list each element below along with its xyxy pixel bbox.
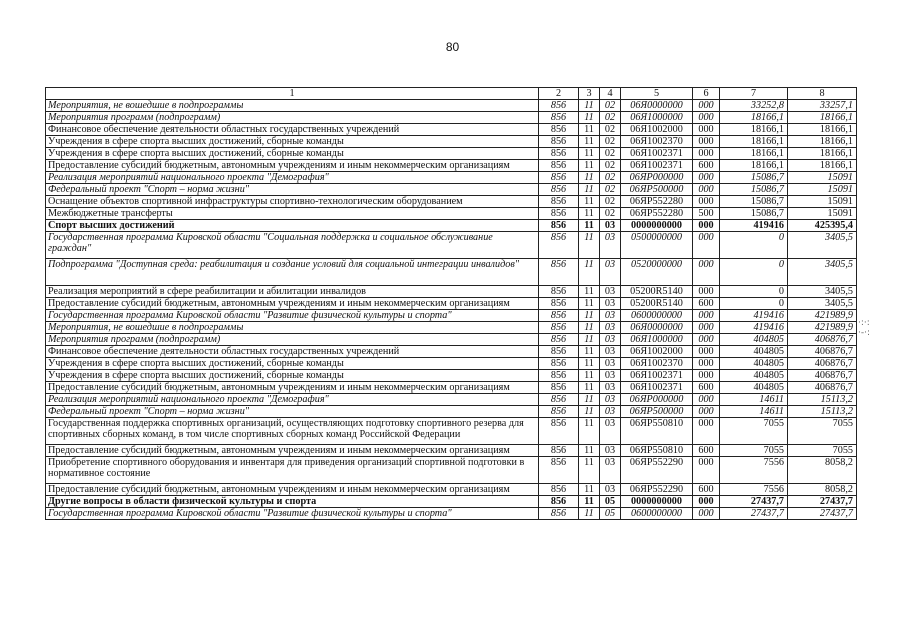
row-name-cell: Реализация мероприятий национального проекта "Демография" xyxy=(46,394,539,406)
table-row xyxy=(46,160,857,172)
row-code-cell: 856 xyxy=(539,496,579,508)
row-amount-1-cell: 7055 xyxy=(720,418,788,445)
row-name-cell: Предоставление субсидий бюджетным, автономным учреждениям и иным некоммерческим организациям xyxy=(46,445,539,457)
row-amount-2-cell: 15113,2 xyxy=(788,394,857,406)
table-row xyxy=(46,508,857,520)
row-subsection-cell: 03 xyxy=(600,232,621,259)
row-target-cell: 0500000000 xyxy=(621,232,693,259)
row-section-cell: 11 xyxy=(579,298,600,310)
row-expense-type-cell: 600 xyxy=(693,382,720,394)
row-code-cell: 856 xyxy=(539,148,579,160)
row-target-cell: 0520000000 xyxy=(621,259,693,286)
row-amount-1-cell: 18166,1 xyxy=(720,136,788,148)
row-expense-type-cell: 600 xyxy=(693,484,720,496)
table-row xyxy=(46,496,857,508)
row-section-cell: 11 xyxy=(579,310,600,322)
row-name-cell: Учреждения в сфере спорта высших достижений, сборные команды xyxy=(46,358,539,370)
row-amount-1-cell: 404805 xyxy=(720,382,788,394)
row-amount-1-cell: 419416 xyxy=(720,310,788,322)
row-target-cell: 06Я1002000 xyxy=(621,124,693,136)
row-expense-type-cell: 000 xyxy=(693,418,720,445)
row-section-cell: 11 xyxy=(579,286,600,298)
row-expense-type-cell: 000 xyxy=(693,406,720,418)
row-amount-2-cell: 3405,5 xyxy=(788,298,857,310)
row-expense-type-cell: 000 xyxy=(693,346,720,358)
row-amount-1-cell: 27437,7 xyxy=(720,496,788,508)
row-expense-type-cell: 000 xyxy=(693,358,720,370)
row-code-cell: 856 xyxy=(539,112,579,124)
table-row xyxy=(46,457,857,484)
row-name-cell: Учреждения в сфере спорта высших достижений, сборные команды xyxy=(46,370,539,382)
row-subsection-cell: 02 xyxy=(600,124,621,136)
row-amount-1-cell: 15086,7 xyxy=(720,196,788,208)
row-expense-type-cell: 000 xyxy=(693,172,720,184)
row-expense-type-cell: 000 xyxy=(693,508,720,520)
row-subsection-cell: 03 xyxy=(600,445,621,457)
row-name-cell: Другие вопросы в области физической культуры и спорта xyxy=(46,496,539,508)
row-section-cell: 11 xyxy=(579,496,600,508)
row-code-cell: 856 xyxy=(539,160,579,172)
row-target-cell: 06ЯР552280 xyxy=(621,196,693,208)
row-section-cell: 11 xyxy=(579,484,600,496)
row-subsection-cell: 02 xyxy=(600,148,621,160)
row-amount-2-cell: 18166,1 xyxy=(788,160,857,172)
row-section-cell: 11 xyxy=(579,457,600,484)
row-subsection-cell: 03 xyxy=(600,310,621,322)
row-name-cell: Учреждения в сфере спорта высших достижений, сборные команды xyxy=(46,148,539,160)
header-cell: 7 xyxy=(720,88,788,100)
table-row xyxy=(46,196,857,208)
row-amount-2-cell: 18166,1 xyxy=(788,148,857,160)
row-subsection-cell: 03 xyxy=(600,370,621,382)
row-subsection-cell: 03 xyxy=(600,298,621,310)
row-amount-2-cell: 15091 xyxy=(788,208,857,220)
row-section-cell: 11 xyxy=(579,418,600,445)
row-amount-1-cell: 15086,7 xyxy=(720,172,788,184)
row-subsection-cell: 02 xyxy=(600,184,621,196)
row-section-cell: 11 xyxy=(579,322,600,334)
row-subsection-cell: 05 xyxy=(600,496,621,508)
row-subsection-cell: 02 xyxy=(600,160,621,172)
row-amount-2-cell: 15091 xyxy=(788,172,857,184)
row-section-cell: 11 xyxy=(579,172,600,184)
table-row xyxy=(46,232,857,259)
row-amount-1-cell: 18166,1 xyxy=(720,160,788,172)
row-amount-2-cell: 27437,7 xyxy=(788,508,857,520)
row-subsection-cell: 03 xyxy=(600,457,621,484)
row-target-cell: 0600000000 xyxy=(621,508,693,520)
row-amount-1-cell: 18166,1 xyxy=(720,124,788,136)
row-amount-2-cell: 406876,7 xyxy=(788,346,857,358)
table-row xyxy=(46,172,857,184)
row-section-cell: 11 xyxy=(579,445,600,457)
row-target-cell: 06ЯР550810 xyxy=(621,445,693,457)
row-expense-type-cell: 000 xyxy=(693,220,720,232)
row-amount-1-cell: 0 xyxy=(720,232,788,259)
row-code-cell: 856 xyxy=(539,232,579,259)
row-subsection-cell: 03 xyxy=(600,259,621,286)
row-name-cell: Мероприятия, не вошедшие в подпрограммы xyxy=(46,100,539,112)
row-code-cell: 856 xyxy=(539,370,579,382)
row-amount-2-cell: 406876,7 xyxy=(788,358,857,370)
row-name-cell: Подпрограмма "Доступная среда: реабилитация и создание условий для социальной интеграции инвалидов" xyxy=(46,259,539,286)
row-target-cell: 06Я1002371 xyxy=(621,148,693,160)
row-section-cell: 11 xyxy=(579,208,600,220)
row-amount-2-cell: 421989,9 xyxy=(788,322,857,334)
row-amount-2-cell: 406876,7 xyxy=(788,370,857,382)
row-amount-1-cell: 404805 xyxy=(720,370,788,382)
row-name-cell: Государственная программа Кировской области "Развитие физической культуры и спорта" xyxy=(46,508,539,520)
row-expense-type-cell: 000 xyxy=(693,112,720,124)
row-code-cell: 856 xyxy=(539,394,579,406)
row-name-cell: Федеральный проект "Спорт – норма жизни" xyxy=(46,184,539,196)
table-row xyxy=(46,208,857,220)
row-subsection-cell: 03 xyxy=(600,418,621,445)
row-subsection-cell: 03 xyxy=(600,394,621,406)
row-target-cell: 06Я1000000 xyxy=(621,334,693,346)
row-code-cell: 856 xyxy=(539,220,579,232)
row-target-cell: 0000000000 xyxy=(621,220,693,232)
header-cell: 4 xyxy=(600,88,621,100)
row-amount-1-cell: 404805 xyxy=(720,358,788,370)
budget-table xyxy=(45,87,857,520)
row-target-cell: 06ЯР500000 xyxy=(621,406,693,418)
row-target-cell: 06ЯР550810 xyxy=(621,418,693,445)
row-target-cell: 06ЯР000000 xyxy=(621,172,693,184)
row-name-cell: Государственная программа Кировской области "Социальная поддержка и социальное обслуживание граждан" xyxy=(46,232,539,259)
row-amount-2-cell: 7055 xyxy=(788,445,857,457)
table-row xyxy=(46,382,857,394)
row-section-cell: 11 xyxy=(579,220,600,232)
row-name-cell: Финансовое обеспечение деятельности областных государственных учреждений xyxy=(46,124,539,136)
row-code-cell: 856 xyxy=(539,100,579,112)
row-target-cell: 0000000000 xyxy=(621,496,693,508)
row-code-cell: 856 xyxy=(539,418,579,445)
row-target-cell: 06Я1000000 xyxy=(621,112,693,124)
row-section-cell: 11 xyxy=(579,184,600,196)
row-section-cell: 11 xyxy=(579,382,600,394)
table-row xyxy=(46,418,857,445)
row-section-cell: 11 xyxy=(579,160,600,172)
page-number: 80 xyxy=(445,40,460,54)
row-code-cell: 856 xyxy=(539,406,579,418)
row-name-cell: Учреждения в сфере спорта высших достижений, сборные команды xyxy=(46,136,539,148)
row-expense-type-cell: 000 xyxy=(693,286,720,298)
row-section-cell: 11 xyxy=(579,148,600,160)
row-target-cell: 0600000000 xyxy=(621,310,693,322)
row-expense-type-cell: 000 xyxy=(693,334,720,346)
row-name-cell: Межбюджетные трансферты xyxy=(46,208,539,220)
row-subsection-cell: 03 xyxy=(600,358,621,370)
row-amount-2-cell: 3405,5 xyxy=(788,286,857,298)
row-amount-1-cell: 404805 xyxy=(720,346,788,358)
row-name-cell: Федеральный проект "Спорт – норма жизни" xyxy=(46,406,539,418)
row-amount-2-cell: 18166,1 xyxy=(788,112,857,124)
row-subsection-cell: 02 xyxy=(600,136,621,148)
row-amount-1-cell: 404805 xyxy=(720,334,788,346)
row-name-cell: Предоставление субсидий бюджетным, автономным учреждениям и иным некоммерческим организациям xyxy=(46,160,539,172)
row-section-cell: 11 xyxy=(579,406,600,418)
row-expense-type-cell: 000 xyxy=(693,196,720,208)
row-code-cell: 856 xyxy=(539,382,579,394)
table-row xyxy=(46,334,857,346)
row-subsection-cell: 02 xyxy=(600,196,621,208)
table-row xyxy=(46,136,857,148)
row-subsection-cell: 02 xyxy=(600,100,621,112)
row-name-cell: Спорт высших достижений xyxy=(46,220,539,232)
header-row xyxy=(46,88,857,100)
row-subsection-cell: 03 xyxy=(600,484,621,496)
row-amount-1-cell: 18166,1 xyxy=(720,112,788,124)
row-expense-type-cell: 000 xyxy=(693,259,720,286)
header-cell: 1 xyxy=(46,88,539,100)
row-code-cell: 856 xyxy=(539,259,579,286)
row-subsection-cell: 03 xyxy=(600,220,621,232)
row-amount-2-cell: 7055 xyxy=(788,418,857,445)
row-amount-2-cell: 406876,7 xyxy=(788,382,857,394)
row-target-cell: 05200R5140 xyxy=(621,298,693,310)
row-target-cell: 06Я1002370 xyxy=(621,136,693,148)
row-subsection-cell: 02 xyxy=(600,172,621,184)
row-code-cell: 856 xyxy=(539,508,579,520)
table-row xyxy=(46,124,857,136)
row-amount-1-cell: 14611 xyxy=(720,406,788,418)
row-subsection-cell: 03 xyxy=(600,322,621,334)
row-expense-type-cell: 000 xyxy=(693,370,720,382)
row-amount-1-cell: 0 xyxy=(720,298,788,310)
row-amount-1-cell: 15086,7 xyxy=(720,184,788,196)
row-target-cell: 06Я1002371 xyxy=(621,370,693,382)
row-amount-1-cell: 33252,8 xyxy=(720,100,788,112)
row-name-cell: Приобретение спортивного оборудования и инвентаря для приведения организаций спортивной подготовки в нормативное состояние xyxy=(46,457,539,484)
row-amount-2-cell: 15091 xyxy=(788,196,857,208)
row-section-cell: 11 xyxy=(579,196,600,208)
row-amount-1-cell: 7556 xyxy=(720,457,788,484)
row-code-cell: 856 xyxy=(539,124,579,136)
row-section-cell: 11 xyxy=(579,136,600,148)
row-section-cell: 11 xyxy=(579,334,600,346)
row-amount-1-cell: 15086,7 xyxy=(720,208,788,220)
row-target-cell: 06ЯР552290 xyxy=(621,484,693,496)
row-name-cell: Мероприятия программ (подпрограмм) xyxy=(46,334,539,346)
row-subsection-cell: 02 xyxy=(600,208,621,220)
row-section-cell: 11 xyxy=(579,259,600,286)
table-row xyxy=(46,484,857,496)
row-section-cell: 11 xyxy=(579,112,600,124)
row-expense-type-cell: 600 xyxy=(693,445,720,457)
row-subsection-cell: 03 xyxy=(600,382,621,394)
row-expense-type-cell: 500 xyxy=(693,208,720,220)
row-subsection-cell: 02 xyxy=(600,112,621,124)
row-name-cell: Государственная поддержка спортивных организаций, осуществляющих подготовку спортивного резерва для спортивных сборных команд, в том числе спортивных сборных команд Российской Федерации xyxy=(46,418,539,445)
row-amount-2-cell: 27437,7 xyxy=(788,496,857,508)
row-amount-2-cell: 8058,2 xyxy=(788,457,857,484)
row-expense-type-cell: 000 xyxy=(693,322,720,334)
row-code-cell: 856 xyxy=(539,184,579,196)
table-row xyxy=(46,184,857,196)
row-target-cell: 06Я1002000 xyxy=(621,346,693,358)
row-amount-1-cell: 7055 xyxy=(720,445,788,457)
table-row xyxy=(46,148,857,160)
row-expense-type-cell: 000 xyxy=(693,148,720,160)
row-target-cell: 06ЯР552290 xyxy=(621,457,693,484)
table-row xyxy=(46,394,857,406)
table-row xyxy=(46,220,857,232)
row-amount-1-cell: 27437,7 xyxy=(720,508,788,520)
row-section-cell: 11 xyxy=(579,346,600,358)
row-code-cell: 856 xyxy=(539,346,579,358)
row-subsection-cell: 03 xyxy=(600,334,621,346)
row-section-cell: 11 xyxy=(579,358,600,370)
row-amount-2-cell: 406876,7 xyxy=(788,334,857,346)
row-amount-2-cell: 3405,5 xyxy=(788,259,857,286)
row-target-cell: 06ЯР000000 xyxy=(621,394,693,406)
row-expense-type-cell: 000 xyxy=(693,496,720,508)
row-target-cell: 06ЯР500000 xyxy=(621,184,693,196)
table-row xyxy=(46,298,857,310)
row-section-cell: 11 xyxy=(579,100,600,112)
row-code-cell: 856 xyxy=(539,196,579,208)
row-target-cell: 06Я0000000 xyxy=(621,322,693,334)
row-target-cell: 06Я1002370 xyxy=(621,358,693,370)
row-expense-type-cell: 000 xyxy=(693,100,720,112)
table-row xyxy=(46,322,857,334)
row-section-cell: 11 xyxy=(579,124,600,136)
scan-marks: ·:·: ·-·: xyxy=(858,318,871,338)
row-name-cell: Государственная программа Кировской области "Развитие физической культуры и спорта" xyxy=(46,310,539,322)
table-row xyxy=(46,406,857,418)
table-row xyxy=(46,445,857,457)
row-expense-type-cell: 000 xyxy=(693,310,720,322)
row-expense-type-cell: 600 xyxy=(693,298,720,310)
row-expense-type-cell: 000 xyxy=(693,232,720,259)
row-section-cell: 11 xyxy=(579,370,600,382)
header-cell: 8 xyxy=(788,88,857,100)
table-row xyxy=(46,310,857,322)
row-expense-type-cell: 000 xyxy=(693,136,720,148)
row-name-cell: Оснащение объектов спортивной инфраструктуры спортивно-технологическим оборудованием xyxy=(46,196,539,208)
row-expense-type-cell: 000 xyxy=(693,124,720,136)
table-row xyxy=(46,346,857,358)
row-code-cell: 856 xyxy=(539,298,579,310)
row-code-cell: 856 xyxy=(539,286,579,298)
row-target-cell: 06Я1002371 xyxy=(621,160,693,172)
row-amount-1-cell: 18166,1 xyxy=(720,148,788,160)
row-code-cell: 856 xyxy=(539,172,579,184)
row-amount-1-cell: 419416 xyxy=(720,220,788,232)
row-name-cell: Предоставление субсидий бюджетным, автономным учреждениям и иным некоммерческим организациям xyxy=(46,382,539,394)
table-row xyxy=(46,370,857,382)
row-amount-2-cell: 425395,4 xyxy=(788,220,857,232)
row-amount-2-cell: 421989,9 xyxy=(788,310,857,322)
row-amount-2-cell: 33257,1 xyxy=(788,100,857,112)
table-row xyxy=(46,259,857,286)
row-name-cell: Финансовое обеспечение деятельности областных государственных учреждений xyxy=(46,346,539,358)
row-subsection-cell: 03 xyxy=(600,286,621,298)
row-code-cell: 856 xyxy=(539,136,579,148)
row-code-cell: 856 xyxy=(539,208,579,220)
row-amount-1-cell: 0 xyxy=(720,259,788,286)
row-subsection-cell: 03 xyxy=(600,346,621,358)
row-amount-1-cell: 419416 xyxy=(720,322,788,334)
row-target-cell: 06Я0000000 xyxy=(621,100,693,112)
row-code-cell: 856 xyxy=(539,457,579,484)
row-amount-2-cell: 15091 xyxy=(788,184,857,196)
row-target-cell: 05200R5140 xyxy=(621,286,693,298)
row-amount-2-cell: 3405,5 xyxy=(788,232,857,259)
table-row xyxy=(46,358,857,370)
row-amount-2-cell: 18166,1 xyxy=(788,124,857,136)
row-name-cell: Реализация мероприятий национального проекта "Демография" xyxy=(46,172,539,184)
row-section-cell: 11 xyxy=(579,232,600,259)
table-row xyxy=(46,112,857,124)
row-code-cell: 856 xyxy=(539,484,579,496)
row-subsection-cell: 05 xyxy=(600,508,621,520)
row-expense-type-cell: 000 xyxy=(693,394,720,406)
row-expense-type-cell: 600 xyxy=(693,160,720,172)
row-target-cell: 06Я1002371 xyxy=(621,382,693,394)
header-cell: 2 xyxy=(539,88,579,100)
row-name-cell: Предоставление субсидий бюджетным, автономным учреждениям и иным некоммерческим организациям xyxy=(46,298,539,310)
table-row xyxy=(46,100,857,112)
header-cell: 6 xyxy=(693,88,720,100)
row-amount-2-cell: 8058,2 xyxy=(788,484,857,496)
header-cell: 3 xyxy=(579,88,600,100)
table-row xyxy=(46,286,857,298)
row-code-cell: 856 xyxy=(539,334,579,346)
row-amount-1-cell: 7556 xyxy=(720,484,788,496)
row-code-cell: 856 xyxy=(539,358,579,370)
row-code-cell: 856 xyxy=(539,322,579,334)
row-target-cell: 06ЯР552280 xyxy=(621,208,693,220)
row-code-cell: 856 xyxy=(539,310,579,322)
row-amount-1-cell: 14611 xyxy=(720,394,788,406)
row-amount-2-cell: 15113,2 xyxy=(788,406,857,418)
row-name-cell: Мероприятия программ (подпрограмм) xyxy=(46,112,539,124)
row-section-cell: 11 xyxy=(579,394,600,406)
row-section-cell: 11 xyxy=(579,508,600,520)
row-code-cell: 856 xyxy=(539,445,579,457)
row-name-cell: Мероприятия, не вошедшие в подпрограммы xyxy=(46,322,539,334)
row-expense-type-cell: 000 xyxy=(693,184,720,196)
row-name-cell: Реализация мероприятий в сфере реабилитации и абилитации инвалидов xyxy=(46,286,539,298)
row-amount-2-cell: 18166,1 xyxy=(788,136,857,148)
row-subsection-cell: 03 xyxy=(600,406,621,418)
row-expense-type-cell: 000 xyxy=(693,457,720,484)
row-amount-1-cell: 0 xyxy=(720,286,788,298)
header-cell: 5 xyxy=(621,88,693,100)
row-name-cell: Предоставление субсидий бюджетным, автономным учреждениям и иным некоммерческим организациям xyxy=(46,484,539,496)
